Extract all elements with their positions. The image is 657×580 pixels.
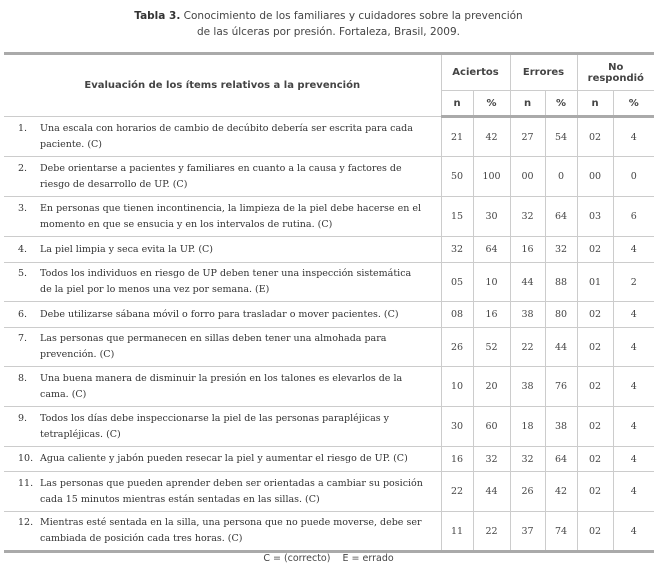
value-cell: 22 [510,328,545,367]
item-number: 10. [18,453,34,464]
value-cell: 02 [577,302,613,328]
value-cell: 18 [510,407,545,447]
table-row [4,367,654,407]
value-cell: 4 [613,407,654,447]
legend: C = (correcto) E = errado [263,553,394,564]
value-cell: 20 [473,367,510,407]
item-cell [4,263,441,302]
value-cell: 38 [510,367,545,407]
value-cell: 44 [510,263,545,302]
value-cell: 80 [545,302,577,328]
value-cell: 0 [545,157,577,197]
item-text: Mientras esté sentada en la silla, una persona que no puede moverse, debe ser cambiada de posición cada tres horas. (C) [40,517,422,544]
value-cell: 32 [510,197,545,237]
value-cell: 26 [510,472,545,512]
item-number: 12. [18,517,34,528]
value-cell: 0 [613,157,654,197]
value-cell: 16 [473,302,510,328]
value-cell: 50 [441,157,473,197]
item-text: La piel limpia y seca evita la UP. (C) [40,243,214,255]
item-text: Una escala con horarios de cambio de decúbito debería ser escrita para cada paciente. (C) [40,122,413,150]
value-cell: 03 [577,197,613,237]
knowledge-table [4,52,654,553]
table-row [4,197,654,237]
value-cell: 52 [473,328,510,367]
value-cell: 02 [577,407,613,447]
value-cell: 00 [510,157,545,197]
item-number: 2. [18,162,28,174]
item-number: 1. [18,122,28,134]
value-cell: 02 [577,328,613,367]
value-cell: 38 [510,302,545,328]
value-cell: 10 [473,263,510,302]
table-row [4,237,654,263]
value-cell: 22 [473,512,510,552]
value-cell: 15 [441,197,473,237]
value-cell: 10 [441,367,473,407]
value-cell: 64 [473,237,510,263]
item-cell [4,512,441,552]
header-n: n [577,91,613,117]
value-cell: 02 [577,447,613,472]
value-cell: 4 [613,117,654,157]
value-cell: 32 [545,237,577,263]
item-cell [4,447,441,472]
value-cell: 02 [577,237,613,263]
item-number: 8. [18,372,28,384]
value-cell: 11 [441,512,473,552]
value-cell: 01 [577,263,613,302]
item-number: 11. [18,477,34,489]
value-cell: 26 [441,328,473,367]
item-cell [4,237,441,263]
value-cell: 32 [510,447,545,472]
value-cell: 22 [441,472,473,512]
header-no-respondio: No respondió [577,54,654,91]
caption-text-2: de las úlceras por presión. Fortaleza, Brasil, 2009. [196,26,461,38]
value-cell: 4 [613,302,654,328]
table-row [4,302,654,328]
value-cell: 30 [473,197,510,237]
value-cell: 74 [545,512,577,552]
value-cell: 44 [545,328,577,367]
item-cell [4,367,441,407]
item-cell [4,197,441,237]
item-text: Todos los días debe inspeccionarse la piel de las personas parapléjicas y tetrapléjicas. (C) [40,412,390,440]
value-cell: 02 [577,472,613,512]
item-cell [4,328,441,367]
item-text: Debe orientarse a pacientes y familiares en cuanto a la causa y factores de riesgo de desarrollo de UP. (C) [40,162,402,190]
item-number: 4. [18,243,28,255]
value-cell: 4 [613,472,654,512]
value-cell: 100 [473,157,510,197]
item-text: Debe utilizarse sábana móvil o forro para trasladar o mover pacientes. (C) [40,308,399,320]
value-cell: 00 [577,157,613,197]
value-cell: 4 [613,328,654,367]
item-number: 3. [18,202,28,214]
value-cell: 16 [510,237,545,263]
item-number: 7. [18,333,28,344]
value-cell: 02 [577,512,613,552]
item-cell [4,407,441,447]
table-row [4,117,654,157]
item-cell [4,472,441,512]
item-text: Agua caliente y jabón pueden resecar la piel y aumentar el riesgo de UP. (C) [40,453,408,464]
value-cell: 16 [441,447,473,472]
value-cell: 21 [441,117,473,157]
value-cell: 4 [613,512,654,552]
header-pct: % [473,91,510,117]
table-row [4,407,654,447]
header-aciertos: Aciertos [441,54,510,91]
item-number: 9. [18,412,28,424]
value-cell: 76 [545,367,577,407]
value-cell: 05 [441,263,473,302]
header-errores: Errores [510,54,577,91]
header-n: n [510,91,545,117]
header-n: n [441,91,473,117]
value-cell: 60 [473,407,510,447]
header-pct: % [545,91,577,117]
value-cell: 64 [545,197,577,237]
caption-label: Tabla 3. [134,10,181,22]
value-cell: 02 [577,117,613,157]
value-cell: 02 [577,367,613,407]
value-cell: 30 [441,407,473,447]
value-cell: 64 [545,447,577,472]
item-text: Las personas que permanecen en sillas deben tener una almohada para prevención. (C) [40,333,387,360]
value-cell: 08 [441,302,473,328]
value-cell: 42 [473,117,510,157]
header-pct: % [613,91,654,117]
item-number: 5. [18,268,28,279]
table-row [4,472,654,512]
value-cell: 88 [545,263,577,302]
value-cell: 54 [545,117,577,157]
value-cell: 32 [473,447,510,472]
value-cell: 44 [473,472,510,512]
value-cell: 2 [613,263,654,302]
item-cell [4,117,441,157]
item-text: Una buena manera de disminuir la presión en los talones es elevarlos de la cama. (C) [40,372,403,400]
table-row [4,328,654,367]
caption-text: Conocimiento de los familiares y cuidadores sobre la prevención [183,10,523,22]
value-cell: 38 [545,407,577,447]
table-row [4,512,654,552]
item-text: En personas que tienen incontinencia, la limpieza de la piel debe hacerse en el momento en que se ensucia y en los intervalos de rutina. (C) [40,202,421,230]
table-row [4,447,654,472]
value-cell: 4 [613,367,654,407]
item-number: 6. [18,308,28,320]
value-cell: 32 [441,237,473,263]
value-cell: 27 [510,117,545,157]
table-row [4,263,654,302]
item-cell [4,157,441,197]
table-caption [0,0,657,40]
table-row [4,157,654,197]
value-cell: 37 [510,512,545,552]
header-item: Evaluación de los ítems relativos a la prevención [4,54,441,117]
item-cell [4,302,441,328]
value-cell: 42 [545,472,577,512]
value-cell: 6 [613,197,654,237]
value-cell: 4 [613,447,654,472]
item-text: Las personas que pueden aprender deben ser orientadas a cambiar su posición cada 15 minutos mientras están sentadas en las sillas. (C) [40,477,423,505]
item-text: Todos los individuos en riesgo de UP deben tener una inspección sistemática de la piel por lo menos una vez por semana. (E) [40,268,412,295]
value-cell: 4 [613,237,654,263]
